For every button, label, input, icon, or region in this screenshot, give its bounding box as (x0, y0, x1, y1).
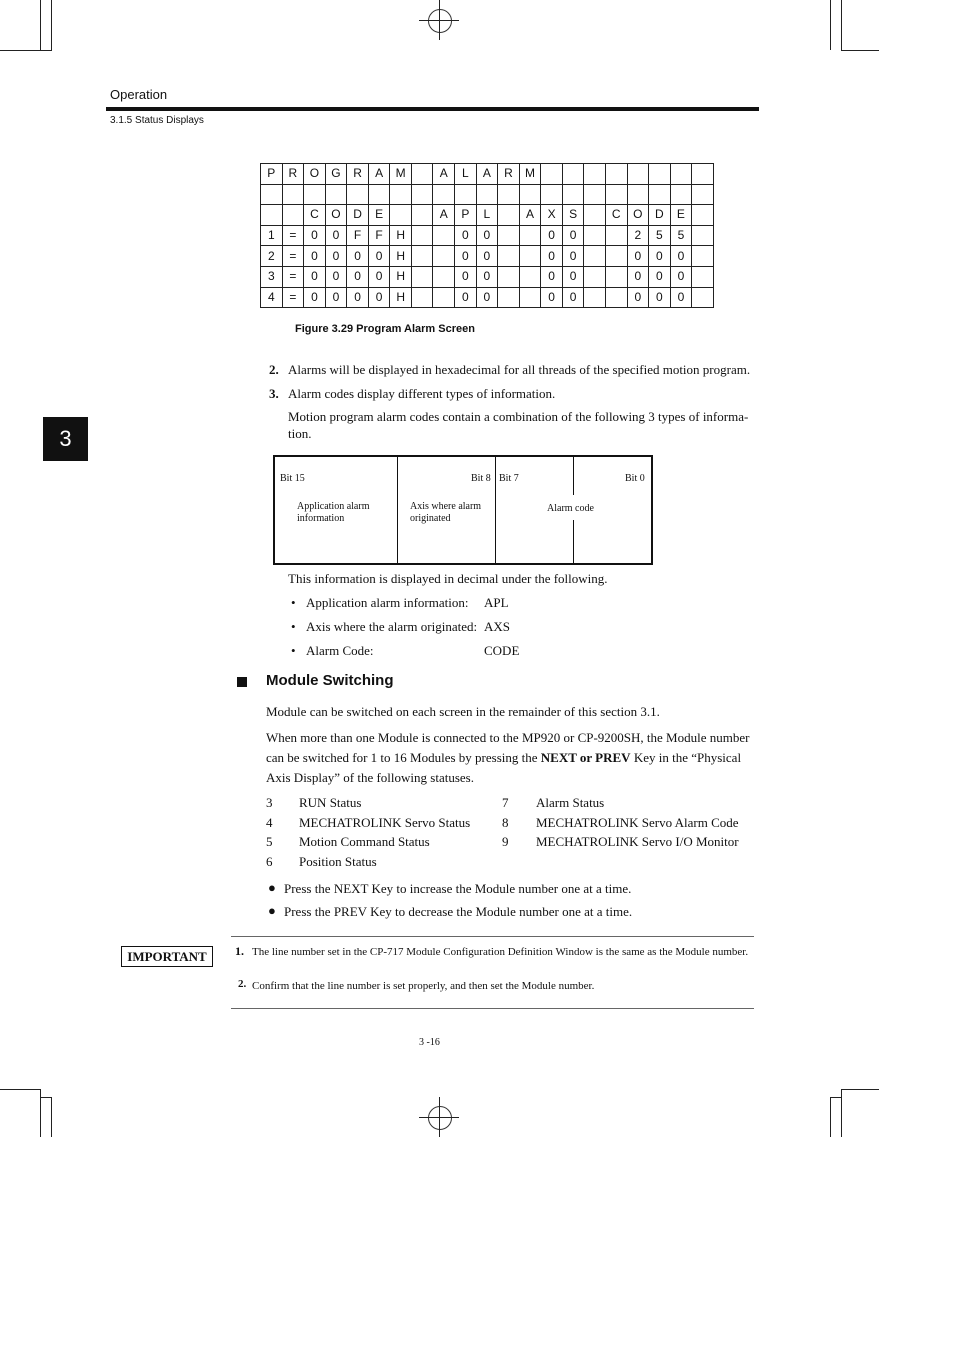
grid-cell: 0 (455, 225, 477, 246)
grid-row (261, 287, 714, 308)
grid-cell (476, 184, 498, 205)
grid-cell (411, 246, 433, 267)
crop-mark (830, 1097, 831, 1137)
crop-mark (830, 0, 831, 50)
item-number: 3. (269, 386, 279, 401)
status-name: Alarm Status (536, 795, 605, 810)
grid-cell: H (390, 287, 412, 308)
grid-cell (411, 287, 433, 308)
grid-cell: 0 (649, 287, 671, 308)
grid-cell (692, 225, 714, 246)
note-text: Confirm that the line number is set properly, and then set the Module number. (252, 980, 595, 992)
grid-cell: 0 (455, 246, 477, 267)
status-name: MECHATROLINK Servo I/O Monitor (536, 834, 739, 849)
grid-cell: 1 (261, 225, 283, 246)
registration-mark (439, 1097, 440, 1137)
grid-cell: 0 (304, 246, 326, 267)
bit-divider (573, 520, 574, 563)
grid-cell: = (282, 266, 304, 287)
crop-mark (51, 1097, 52, 1137)
key-name: NEXT or PREV (540, 750, 631, 765)
note-number: 2. (238, 978, 247, 990)
grid-cell (692, 164, 714, 185)
grid-cell: G (325, 164, 347, 185)
grid-cell (325, 184, 347, 205)
info-value: APL (484, 595, 509, 610)
grid-row (261, 164, 714, 185)
grid-cell: A (368, 164, 390, 185)
grid-cell (605, 246, 627, 267)
grid-cell (498, 225, 520, 246)
grid-cell: A (433, 164, 455, 185)
bit-divider (495, 457, 496, 563)
grid-cell: 0 (627, 287, 649, 308)
grid-cell: 0 (347, 266, 369, 287)
code-field-label: Alarm code (547, 503, 594, 514)
grid-cell (390, 205, 412, 226)
grid-cell (584, 225, 606, 246)
grid-cell (519, 287, 541, 308)
crop-mark (0, 50, 52, 51)
grid-cell (304, 184, 326, 205)
grid-cell: X (541, 205, 563, 226)
axs-field-label: Axis where alarm originated (410, 501, 482, 524)
grid-cell: H (390, 225, 412, 246)
grid-cell (670, 184, 692, 205)
grid-cell: M (519, 164, 541, 185)
header-rule (106, 107, 759, 111)
grid-cell (455, 184, 477, 205)
crop-mark (40, 1089, 41, 1137)
crop-mark (841, 1089, 879, 1090)
grid-cell: 4 (261, 287, 283, 308)
grid-cell: 0 (541, 246, 563, 267)
grid-cell (261, 205, 283, 226)
grid-cell (411, 164, 433, 185)
grid-cell: R (498, 164, 520, 185)
grid-cell: D (347, 205, 369, 226)
grid-cell: 2 (627, 225, 649, 246)
grid-cell (498, 287, 520, 308)
bit-divider (573, 457, 574, 495)
grid-cell: 0 (368, 266, 390, 287)
bit-diagram (273, 455, 653, 565)
grid-cell (282, 184, 304, 205)
status-number: 7 (502, 795, 509, 810)
info-label: Alarm Code: (306, 643, 374, 658)
grid-cell (692, 205, 714, 226)
grid-cell: P (455, 205, 477, 226)
grid-cell (519, 225, 541, 246)
grid-cell: 0 (649, 246, 671, 267)
grid-cell (562, 164, 584, 185)
grid-cell: = (282, 287, 304, 308)
grid-cell (692, 266, 714, 287)
grid-cell (519, 266, 541, 287)
grid-cell: 0 (541, 287, 563, 308)
grid-cell (584, 205, 606, 226)
grid-cell (433, 246, 455, 267)
grid-cell: C (605, 205, 627, 226)
important-label: IMPORTANT (121, 946, 213, 967)
grid-cell: 0 (562, 287, 584, 308)
grid-cell: E (368, 205, 390, 226)
grid-cell (584, 246, 606, 267)
bullet-icon: • (291, 595, 296, 610)
section-heading: Module Switching (266, 672, 394, 689)
grid-cell (368, 184, 390, 205)
grid-row (261, 205, 714, 226)
status-name: Motion Command Status (299, 834, 430, 849)
grid-cell (649, 184, 671, 205)
status-number: 9 (502, 834, 509, 849)
grid-cell: 0 (347, 246, 369, 267)
status-number: 4 (266, 814, 273, 830)
grid-cell: 0 (627, 266, 649, 287)
section-marker (237, 677, 247, 687)
paragraph: Module can be switched on each screen in the remainder of this section 3.1. (266, 704, 660, 719)
grid-cell: 0 (476, 287, 498, 308)
status-number: 8 (502, 814, 509, 830)
grid-cell: 0 (304, 266, 326, 287)
grid-cell: 5 (670, 225, 692, 246)
grid-cell: 0 (670, 287, 692, 308)
registration-mark (439, 0, 440, 40)
grid-cell: 0 (347, 287, 369, 308)
status-name: MECHATROLINK Servo Alarm Code (536, 814, 739, 830)
paragraph-text: Key in the “Physical Axis Display” of the following statuses. (266, 750, 742, 785)
grid-cell (562, 184, 584, 205)
info-label: Application alarm information: (306, 595, 469, 610)
grid-cell: O (304, 164, 326, 185)
note-text: The line number set in the CP-717 Module Configuration Definition Window is the same as the Module number. (252, 946, 749, 958)
info-value: AXS (484, 619, 511, 634)
running-subheader: 3.1.5 Status Displays (110, 115, 204, 126)
registration-mark (428, 9, 452, 33)
paragraph-text: When more than one Module is connected to the MP920 or CP-9200SH, the Module number can be switched for 1 to 16 Modules by pressing the (266, 730, 750, 765)
grid-cell: = (282, 225, 304, 246)
grid-cell (692, 287, 714, 308)
grid-cell (627, 184, 649, 205)
grid-cell: 0 (476, 225, 498, 246)
grid-cell: 5 (649, 225, 671, 246)
grid-cell: 0 (304, 225, 326, 246)
grid-row (261, 246, 714, 267)
registration-mark (428, 1106, 452, 1130)
grid-cell (692, 184, 714, 205)
grid-cell (498, 246, 520, 267)
grid-cell: 0 (562, 246, 584, 267)
rule (231, 1008, 754, 1009)
bullet-text: Press the PREV Key to decrease the Module number one at a time. (284, 904, 633, 919)
grid-cell: F (368, 225, 390, 246)
bit15-label: Bit 15 (280, 473, 305, 484)
status-name: RUN Status (299, 795, 362, 810)
grid-cell: F (347, 225, 369, 246)
bullet-icon: • (291, 643, 296, 658)
item-text: Alarms will be displayed in hexadecimal for all threads of the specified motion program. (288, 362, 751, 377)
grid-cell: P (261, 164, 283, 185)
grid-cell: 0 (325, 287, 347, 308)
grid-cell (605, 184, 627, 205)
bullet-text: Press the NEXT Key to increase the Module number one at a time. (284, 881, 632, 896)
paragraph: This information is displayed in decimal under the following. (288, 571, 608, 586)
bit0-label: Bit 0 (625, 473, 645, 484)
running-header: Operation (110, 87, 168, 102)
grid-row (261, 225, 714, 246)
grid-cell: 0 (649, 266, 671, 287)
grid-cell: 0 (325, 246, 347, 267)
grid-cell: 0 (476, 246, 498, 267)
grid-cell (433, 184, 455, 205)
grid-cell: A (433, 205, 455, 226)
grid-cell (670, 164, 692, 185)
bit8-label: Bit 8 (471, 473, 491, 484)
grid-cell: D (649, 205, 671, 226)
grid-cell: A (476, 164, 498, 185)
grid-cell (541, 164, 563, 185)
status-number: 3 (266, 795, 273, 810)
crop-mark (51, 0, 52, 50)
grid-cell: S (562, 205, 584, 226)
apl-field-label: Application alarm information (297, 501, 370, 524)
alarm-screen-grid (260, 163, 714, 308)
grid-cell (519, 184, 541, 205)
bit-divider (397, 457, 398, 563)
grid-cell (605, 225, 627, 246)
grid-cell (411, 225, 433, 246)
bit7-label: Bit 7 (499, 473, 519, 484)
crop-mark (841, 50, 879, 51)
status-number: 5 (266, 834, 273, 849)
grid-cell (498, 184, 520, 205)
crop-mark (841, 1089, 842, 1137)
grid-cell (411, 205, 433, 226)
status-name: MECHATROLINK Servo Status (299, 814, 471, 830)
grid-cell (584, 164, 606, 185)
grid-cell: 0 (325, 266, 347, 287)
grid-cell (649, 164, 671, 185)
program-alarm-screen (260, 163, 714, 309)
grid-cell: L (455, 164, 477, 185)
grid-cell (411, 184, 433, 205)
grid-cell: 0 (455, 266, 477, 287)
paragraph (266, 728, 758, 788)
grid-cell: O (325, 205, 347, 226)
chapter-tab: 3 (43, 417, 88, 461)
grid-cell (605, 266, 627, 287)
grid-cell: 0 (325, 225, 347, 246)
grid-cell: O (627, 205, 649, 226)
rule (231, 936, 754, 937)
crop-mark (841, 0, 842, 50)
grid-cell (261, 184, 283, 205)
item-text: Alarm codes display different types of information. (288, 386, 556, 401)
grid-cell: 0 (476, 266, 498, 287)
grid-cell: 2 (261, 246, 283, 267)
grid-row (261, 266, 714, 287)
info-label: Axis where the alarm originated: (306, 619, 478, 634)
grid-cell: A (519, 205, 541, 226)
figure-caption: Figure 3.29 Program Alarm Screen (295, 323, 475, 335)
grid-cell: L (476, 205, 498, 226)
bullet-icon: ● (268, 903, 276, 918)
grid-cell (433, 266, 455, 287)
grid-cell (390, 184, 412, 205)
grid-cell (584, 266, 606, 287)
crop-mark (40, 0, 41, 50)
grid-cell (498, 266, 520, 287)
grid-cell: 0 (670, 246, 692, 267)
grid-cell (627, 164, 649, 185)
grid-cell: 0 (627, 246, 649, 267)
grid-cell: 0 (541, 225, 563, 246)
grid-cell (498, 205, 520, 226)
grid-cell (411, 266, 433, 287)
grid-cell (605, 287, 627, 308)
grid-cell: E (670, 205, 692, 226)
grid-cell (584, 287, 606, 308)
grid-cell: = (282, 246, 304, 267)
grid-cell: 3 (261, 266, 283, 287)
grid-cell (433, 287, 455, 308)
page-number: 3 -16 (419, 1037, 440, 1048)
grid-cell: 0 (541, 266, 563, 287)
note-number: 1. (235, 944, 244, 958)
grid-cell: 0 (455, 287, 477, 308)
grid-cell (519, 246, 541, 267)
grid-cell: M (390, 164, 412, 185)
grid-cell: R (347, 164, 369, 185)
grid-cell (282, 205, 304, 226)
grid-cell: 0 (562, 266, 584, 287)
grid-cell (433, 225, 455, 246)
bullet-icon: ● (268, 880, 276, 895)
info-value: CODE (484, 643, 520, 658)
grid-cell: R (282, 164, 304, 185)
grid-cell: H (390, 266, 412, 287)
status-number: 6 (266, 853, 273, 869)
grid-cell: 0 (304, 287, 326, 308)
grid-cell: 0 (368, 287, 390, 308)
bullet-icon: • (291, 619, 296, 634)
grid-cell: 0 (368, 246, 390, 267)
status-name: Position Status (299, 853, 377, 869)
grid-cell: C (304, 205, 326, 226)
grid-cell: 0 (562, 225, 584, 246)
item-number: 2. (269, 362, 279, 377)
grid-cell (347, 184, 369, 205)
grid-row (261, 184, 714, 205)
crop-mark (0, 1089, 40, 1090)
grid-cell (692, 246, 714, 267)
grid-cell: H (390, 246, 412, 267)
grid-cell: 0 (670, 266, 692, 287)
grid-cell (584, 184, 606, 205)
grid-cell (541, 184, 563, 205)
grid-cell (605, 164, 627, 185)
paragraph: Motion program alarm codes contain a combination of the following 3 types of informa-tion. (288, 409, 749, 441)
